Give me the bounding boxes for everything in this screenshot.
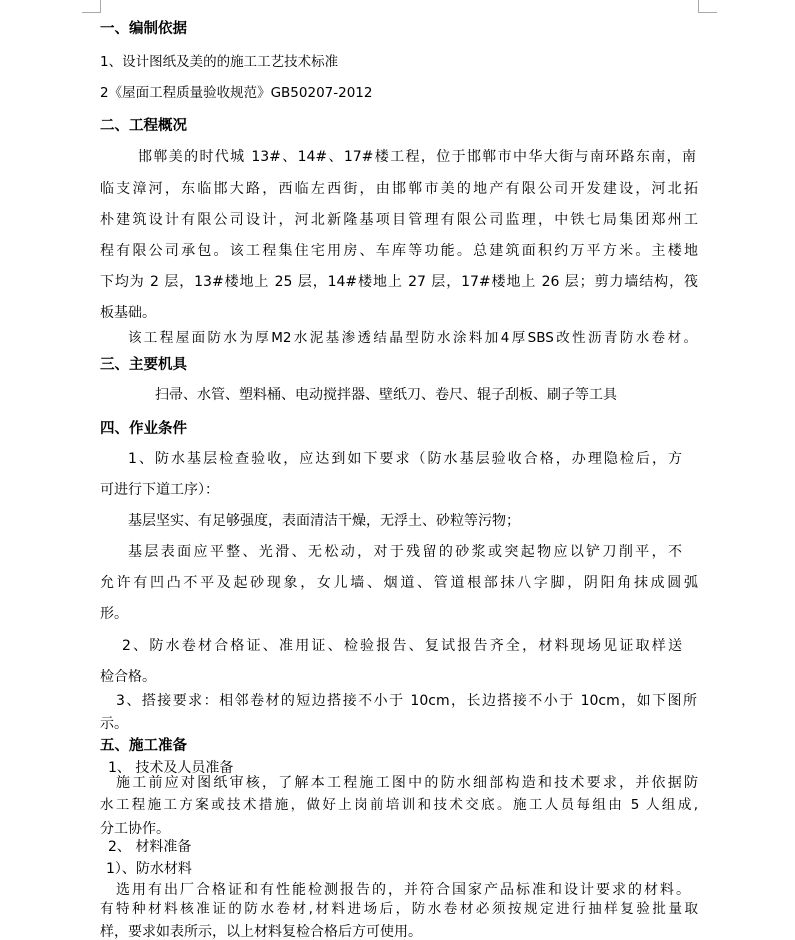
waterproof-summary: 该工程屋面防水为厚M2水泥基渗透结晶型防水涂料加4厚SBS改性沥青防水卷材。 (128, 330, 697, 346)
margin-corner-mark-left (82, 0, 101, 13)
condition-1b-line: 基层表面应平整、光滑、无松动，对于残留的砂浆或突起物应以铲刀削平，不 (128, 544, 682, 560)
prep-materials-line: 有特种材料核准证的防水卷材,材料进场后，防水卷材必须按规定进行抽样复验批量取 (100, 901, 698, 917)
section-heading-conditions: 四、作业条件 (100, 421, 187, 437)
section-heading-basis: 一、编制依据 (100, 21, 187, 37)
prep-tech-line: 分工协作。 (100, 821, 170, 837)
prep-materials-waterproof: 1）、防水材料 (106, 861, 192, 877)
overview-line: 程有限公司承包。该工程集住宅用房、车库等功能。总建筑面积约万平方米。主楼地 (100, 243, 698, 259)
overview-line: 朴建筑设计有限公司设计，河北新隆基项目管理有限公司监理，中铁七局集团郑州工 (100, 212, 698, 228)
margin-corner-mark-right (698, 0, 717, 13)
prep-tech-line: 施工前应对图纸审核，了解本工程施工图中的防水细部构造和技术要求，并依据防 (116, 775, 698, 791)
prep-subheading-tech: 1、 技术及人员准备 (108, 760, 234, 776)
prep-tech-line: 水工程施工方案或技术措施，做好上岗前培训和技术交底。施工人员每组由 5 人组成, (100, 797, 698, 813)
overview-line: 邯郸美的时代城 13#、14#、17#楼工程，位于邯郸市中华大街与南环路东南，南 (138, 149, 696, 165)
section-heading-equipment: 三、主要机具 (100, 357, 187, 373)
condition-1-line: 1、防水基层检查验收，应达到如下要求（防水基层验收合格，办理隐检后，方 (128, 451, 682, 467)
basis-item-1: 1、设计图纸及美的的施工工艺技术标准 (100, 54, 339, 70)
prep-materials-line: 样，要求如表所示，以上材料复检合格后方可使用。 (100, 924, 422, 940)
overview-line: 板基础。 (100, 305, 156, 321)
condition-2-line: 2、防水卷材合格证、准用证、检验报告、复试报告齐全，材料现场见证取样送 (122, 638, 682, 654)
condition-3-line: 示。 (100, 716, 128, 732)
condition-3-line: 3、搭接要求：相邻卷材的短边搭接不小于 10cm，长边搭接不小于 10cm，如下图所 (116, 693, 697, 709)
prep-materials-line: 选用有出厂合格证和有性能检测报告的，并符合国家产品标准和设计要求的材料。 (116, 882, 690, 898)
condition-1b-line: 形。 (100, 606, 128, 622)
condition-1a: 基层坚实、有足够强度，表面清洁干燥，无浮土、砂粒等污物； (128, 513, 520, 529)
section-heading-preparation: 五、施工准备 (100, 738, 187, 754)
section-heading-overview: 二、工程概况 (100, 118, 187, 134)
condition-1b-line: 允许有凹凸不平及起砂现象，女儿墙、烟道、管道根部抹八字脚，阴阳角抹成圆弧 (100, 575, 698, 591)
basis-item-2: 2《屋面工程质量验收规范》GB50207-2012 (100, 85, 373, 101)
equipment-list: 扫帚、水管、塑料桶、电动搅拌器、壁纸刀、卷尺、辊子刮板、刷子等工具 (155, 387, 617, 403)
condition-1-line: 可进行下道工序）： (100, 482, 219, 498)
condition-2-line: 检合格。 (100, 669, 156, 685)
prep-subheading-materials: 2、 材料准备 (108, 839, 192, 855)
overview-line: 下均为 2 层，13#楼地上 25 层，14#楼地上 27 层，17#楼地上 26 层；剪力墙结构，筏 (100, 274, 698, 290)
overview-line: 临支漳河，东临邯大路，西临左西街，由邯郸市美的地产有限公司开发建设，河北拓 (100, 181, 698, 197)
